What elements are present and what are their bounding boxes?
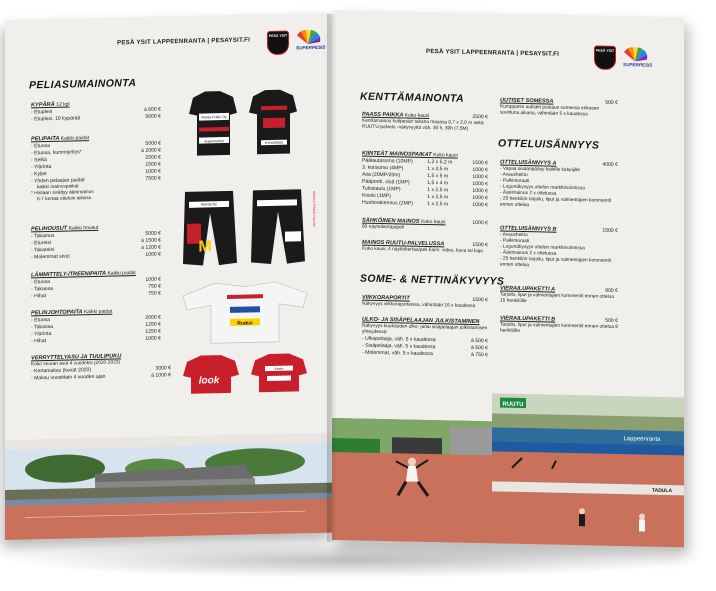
section-pelinjohtopaita: PELINJOHTOPAITA Kaikki paidat - Etuosa 2000 € - Takaosa 1250 € - Ylärinta 1250 € - Hihat 1000 € xyxy=(31,308,161,345)
section-lammittelypaita: LÄMMITTELY-/TREENIPAITA Kaikki paidat - Etuosa 1000 € - Takaosa 750 € - Hihat 750 € xyxy=(31,270,161,300)
svg-text:RUUTU: RUUTU xyxy=(502,401,524,409)
header-text: PESÄ YSIT LAPPEENRANTA | PESAYSIT.FI xyxy=(117,36,251,47)
section-viikkoraportit: VIIKKORAPORTIT 1500 € Näkyvyys viikkoraporteissa, vähintään 16 x kaudessa xyxy=(362,294,488,310)
section-sahkoinen-mainos: SÄHKÖINEN MAINOS Koko kausi 1000 € 60 näyttökertaa/peli xyxy=(362,217,488,231)
section-pelipaita: PELIPAITA Kaikki paidat - Etuosa 5000 € - Etuosa, kummiyritys* à 2000 € - Selkä 2500 € - Ylärinta 1500 € - Kyljet 1000 € - Yhden pelaajan paidat 7500 € kaikki mainospaikat * Hintaan sisältyy äänimainos 6-7 kertaa otteluin aikana xyxy=(31,135,161,203)
svg-text:TADULA: TADULA xyxy=(651,487,673,495)
section-ruutu-palvelu: MAINOS RUUTU-PALVELUSSA 1500 € Koko kausi, 4 näyttökertaa/peli Esim. video, kuva tai logo xyxy=(362,239,488,255)
section-pelihousut: PELIHOUSUT Kaikki housut - Takamus 5000 € - Etureisi à 1500 € - Takareisi à 1200 € - Molemmat sivut 1000 € xyxy=(31,224,161,261)
svg-text:M: M xyxy=(198,238,212,256)
section-paras-paikka: PAASS PAIKKA Koko kausi 2500 € Kenttämainos kotipesän takana maassa 0,7 x 2,0 m sekä RUUTU-palvelu -näkyvyyttä väh. 30 h, 30h (7,5M) xyxy=(362,111,488,132)
svg-text:Ranta-Pukki Oy: Ranta-Pukki Oy xyxy=(201,114,227,120)
match-photo-left xyxy=(332,418,492,543)
section-vierailupaketti-b: VIERAILUPAKETTI B 500 € Tarjoilu, liput ja valmentajien kommentit ennen ottelua 8 henkilölle xyxy=(500,315,618,334)
right-page xyxy=(332,10,684,547)
header-text-right: PESÄ YSIT LAPPEENRANTA | PESAYSIT.FI xyxy=(426,47,560,58)
superpesis-logo-icon xyxy=(295,29,321,46)
svg-text:HYDORING: HYDORING xyxy=(264,140,284,146)
svg-text:Mantta Oy: Mantta Oy xyxy=(201,202,217,207)
jersey-illustrations xyxy=(175,81,315,394)
section-verryttelyasu: VERRYTTELYASU JA TUULIPUKU Koko seuran asut 4 vuodeksi (2020-2023) - Kertamaksu (kevät 2020) 3000 € - Maksu vuosittain 4 vuoden ajan à 1000 € xyxy=(31,353,171,382)
team-logo-right: PESÄ YSIT xyxy=(594,45,616,69)
section-vierailupaketti-a: VIERAILUPAKETTI A 800 € Tarjoilu, liput ja valmentajien kommentit ennen ottelua 15 henkilölle xyxy=(500,285,618,305)
svg-text:Lappeenranta: Lappeenranta xyxy=(623,436,661,443)
stadium-photo xyxy=(5,433,332,540)
superpesis-text: SUPERPESIS xyxy=(296,44,326,51)
title-some-nettinakyvyys: SOME- & NETTINÄKYVYYS xyxy=(360,272,505,288)
game-shirt-front xyxy=(189,91,237,156)
game-pants xyxy=(183,189,305,266)
book-spine xyxy=(327,14,337,542)
left-page xyxy=(5,13,332,540)
match-photo-right xyxy=(492,427,684,547)
training-shirt xyxy=(183,281,307,344)
superpesis-text-right: SUPERPESIS xyxy=(623,62,653,68)
section-kiinteat-mainospaikat: KIINTEÄT MAINOSPAIKAT Koko kausi Päälautasomo (10MP) 1,2 x 5,2 m 1500 € 3. kotisomo (4MP) 1 x 4,5 m 1000 € Aita (20MP/20m) 1,5 x 5 m 1000 € Pääportti, sisä (1MP) 1,5 x 4 m 1000 € Tulostaulu (1MP) 1 x 2,5 m 1000 € Kioski (1MP) 1 x 2,5 m 1000 € Huoltorakennus (2MP) 1 x 2,5 m 1000 € xyxy=(362,150,488,209)
svg-text:Supermarket: Supermarket xyxy=(204,139,224,144)
svg-text:look: look xyxy=(198,375,220,387)
svg-text:Rudus: Rudus xyxy=(237,320,253,327)
section-uutiset-somessa: UUTISET SOMESSA 500 € Kumppanin uutisen postaus somessa erikseen sovittuna aikana, vähintään 5 x kaudessa xyxy=(500,97,618,118)
coach-shirt-back xyxy=(251,353,307,392)
page-title-peliasumainonta: PELIASUMAINONTA xyxy=(29,77,137,92)
section-kypara: KYPÄRÄ 12 kpl - Etuplexi à 600 € - Etuplexi, 10 kypärää 5000 € xyxy=(31,101,161,123)
section-otteluisannyys-b: OTTELUISÄNNYYS B 1500 € - Avausheitto - Palkintoraati - Logonäkyvyys ottelun markkinoinnissa - Äänimainos 2 x ottelussa - 25 henkilön tarjoilu, liput ja valmentajien kommentit ennen ottelua xyxy=(500,225,618,269)
svg-text:WORLD TRADE HOUSE: WORLD TRADE HOUSE xyxy=(312,190,316,227)
section-julkistaminen: ULKO- JA SISÄPELAAJAN JULKISTAMINEN Näkyvyys kuukauden ulko- ja/tai sisäpelaajan julkistamisen yhteydessä: - Ulkopelaaja, väh. 5 x kaudessa à 500 € - Sisäpelaaja, väh. 5 x kaudessa à 500 € - Molemmat, väh. 5 x kaudessa à 750 € xyxy=(362,316,488,359)
title-kenttamainonta: KENTTÄMAINONTA xyxy=(360,90,464,105)
title-otteluisannyys: OTTELUISÄNNYYS xyxy=(498,137,600,152)
coach-shirt-front xyxy=(183,355,239,394)
superpesis-logo-icon-right xyxy=(622,46,648,63)
team-logo: PESÄ YSIT xyxy=(267,31,289,55)
svg-text:Kesko: Kesko xyxy=(274,366,284,371)
section-otteluisannyys-a: OTTELUISÄNNYYS A 4000 € - Vapaa sisäänpääsy kaikille katsojille - Avausheitto - Palkintoraati - Logonäkyvyys ottelun markkinoinnissa - Äänimainos 2 x ottelussa - 25 henkilön tarjoilu, liput ja valmentajien kommentit ennen ottelua xyxy=(500,159,618,209)
